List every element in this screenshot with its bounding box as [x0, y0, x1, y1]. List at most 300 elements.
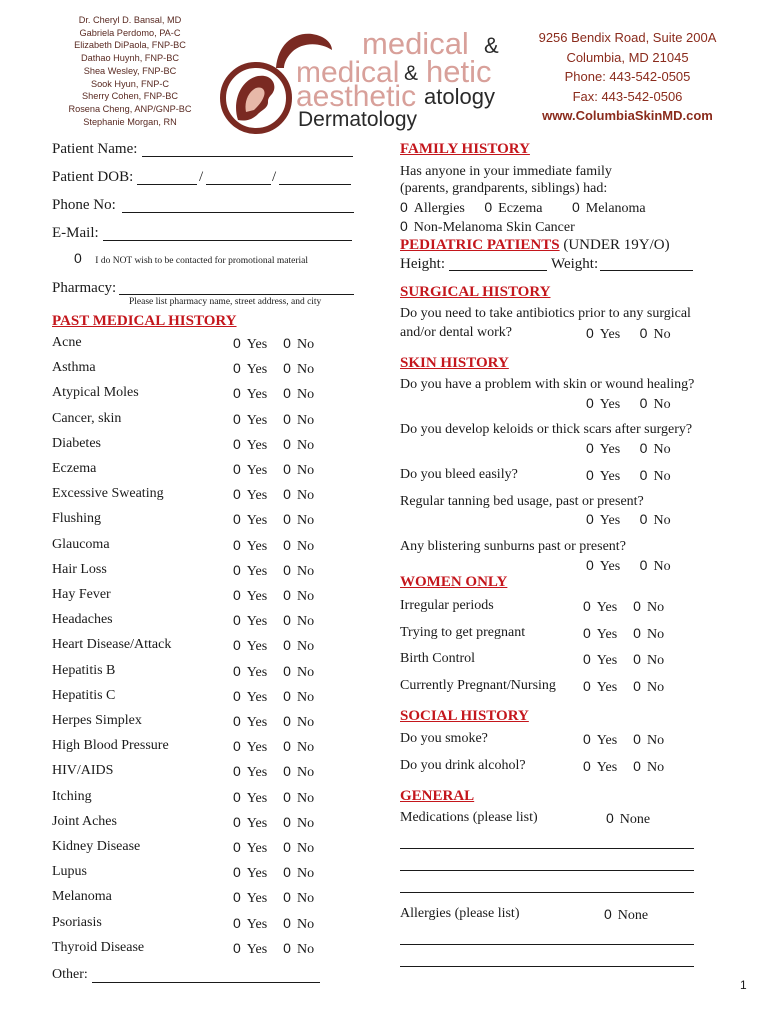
no-label: No: [296, 513, 315, 529]
social-question-yes-no: [583, 731, 664, 749]
condition-label: Glaucoma: [52, 536, 110, 552]
condition-label: Cancer, skin: [52, 410, 122, 426]
logo-word: aesthetic: [296, 80, 417, 113]
no-checkbox[interactable]: 0: [283, 713, 291, 729]
yes-checkbox[interactable]: 0: [586, 557, 594, 573]
logo-ghost-word: hetic: [426, 54, 492, 89]
yes-label: Yes: [246, 841, 268, 856]
medications-none: [606, 810, 650, 828]
option-label: Allergies: [413, 201, 465, 216]
women-question-label: Birth Control: [400, 651, 476, 667]
no-label: No: [296, 664, 315, 680]
yes-label: Yes: [246, 916, 268, 932]
no-label: No: [646, 760, 665, 775]
no-checkbox[interactable]: 0: [283, 435, 291, 452]
condition-label: Hay Fever: [52, 587, 111, 602]
condition-label: Atypical Moles: [52, 385, 139, 401]
condition-label: Thyroid Disease: [52, 939, 145, 955]
skin-history-title: SKIN HISTORY: [400, 355, 509, 371]
yes-label: Yes: [246, 639, 268, 655]
no-checkbox[interactable]: 0: [639, 325, 648, 341]
eczema-checkbox[interactable]: 0: [484, 199, 493, 215]
condition-label: Diabetes: [52, 435, 101, 451]
surgical-yes-no: [586, 325, 671, 343]
condition-yes-no: [233, 915, 314, 933]
yes-checkbox[interactable]: 0: [583, 651, 591, 668]
allergies-label: Allergies (please list): [400, 906, 520, 921]
no-checkbox[interactable]: 0: [633, 731, 641, 747]
yes-label: Yes: [599, 559, 621, 574]
no-label: No: [296, 841, 315, 856]
clinic-fax: Fax: 443-542-0506: [572, 88, 683, 104]
no-checkbox[interactable]: 0: [633, 598, 641, 614]
pharmacy-field[interactable]: [119, 294, 354, 295]
yes-checkbox[interactable]: 0: [583, 678, 591, 695]
condition-label: Acne: [52, 335, 82, 350]
yes-checkbox[interactable]: 0: [233, 914, 241, 931]
condition-label: High Blood Pressure: [52, 738, 169, 754]
other-label: Other:: [52, 967, 88, 982]
no-label: No: [296, 563, 315, 579]
other-field[interactable]: [92, 982, 320, 983]
no-label: No: [296, 891, 315, 907]
condition-yes-no: [233, 587, 314, 605]
yes-label: Yes: [246, 891, 268, 907]
yes-label: Yes: [246, 437, 268, 453]
yes-checkbox[interactable]: 0: [586, 467, 594, 483]
condition-yes-no: [233, 537, 314, 555]
yes-checkbox[interactable]: 0: [586, 511, 594, 527]
condition-yes-no: [233, 360, 314, 378]
family-question: (parents, grandparents, siblings) had:: [400, 181, 608, 196]
no-label: No: [296, 614, 315, 630]
women-question-label: Trying to get pregnant: [400, 624, 526, 640]
no-label: No: [646, 626, 665, 642]
condition-yes-no: [233, 889, 314, 907]
yes-label: Yes: [246, 337, 268, 352]
condition-yes-no: [233, 511, 314, 529]
medications-label: Medications (please list): [400, 810, 538, 825]
pharmacy-hint: Please list pharmacy name, street address, and city: [129, 297, 322, 307]
yes-label: Yes: [599, 327, 621, 342]
no-checkbox[interactable]: 0: [639, 467, 648, 483]
yes-checkbox[interactable]: 0: [233, 536, 241, 553]
option-label: Eczema: [498, 201, 543, 216]
social-question-label: Do you smoke?: [400, 731, 488, 746]
yes-label: Yes: [246, 362, 268, 378]
no-label: No: [296, 589, 315, 604]
condition-yes-no: [233, 612, 314, 630]
surgical-question: and/or dental work?: [400, 325, 512, 340]
no-label: No: [296, 463, 315, 478]
no-checkbox[interactable]: 0: [283, 637, 291, 654]
condition-label: Asthma: [52, 360, 96, 376]
yes-label: Yes: [596, 680, 618, 696]
condition-label: Joint Aches: [52, 813, 117, 829]
no-checkbox[interactable]: 0: [283, 486, 291, 503]
no-checkbox[interactable]: 0: [633, 678, 641, 695]
clinic-website-link[interactable]: www.ColumbiaSkinMD.com: [542, 108, 713, 123]
patient-dob-label: Patient DOB:: [52, 169, 134, 185]
yes-checkbox[interactable]: 0: [233, 839, 241, 855]
staff-name: Stephanie Morgan, RN: [83, 116, 177, 127]
staff-name: Dathao Huynh, FNP-BC: [80, 53, 180, 64]
condition-label: Excessive Sweating: [52, 486, 164, 502]
yes-checkbox[interactable]: 0: [583, 731, 591, 747]
dob-day-field[interactable]: [206, 184, 271, 185]
condition-label: Hepatitis B: [52, 662, 116, 678]
yes-label: Yes: [246, 538, 268, 554]
pediatric-title: PEDIATRIC PATIENTS: [400, 237, 560, 253]
no-label: No: [296, 715, 315, 730]
social-history-title: SOCIAL HISTORY: [400, 708, 529, 724]
yes-checkbox[interactable]: 0: [233, 738, 241, 755]
condition-label: Psoriasis: [52, 914, 102, 930]
yes-label: Yes: [246, 614, 268, 630]
yes-label: Yes: [246, 513, 268, 529]
logo-word: medical: [296, 56, 400, 89]
no-checkbox[interactable]: 0: [283, 763, 291, 780]
general-title: GENERAL: [400, 788, 475, 804]
skin-yes-no: [586, 557, 671, 575]
staff-name: Dr. Cheryl D. Bansal, MD: [78, 15, 182, 25]
yes-checkbox[interactable]: 0: [233, 687, 241, 704]
pharmacy-label: Pharmacy:: [52, 280, 117, 296]
yes-checkbox[interactable]: 0: [233, 889, 241, 906]
yes-checkbox[interactable]: 0: [233, 813, 241, 830]
no-label: No: [646, 733, 665, 748]
logo-ghost-word: medical: [362, 26, 469, 61]
no-checkbox[interactable]: 0: [639, 557, 648, 573]
yes-checkbox[interactable]: 0: [233, 864, 241, 881]
condition-label: HIV/AIDS: [52, 763, 114, 779]
yes-checkbox[interactable]: 0: [233, 713, 241, 729]
yes-checkbox[interactable]: 0: [233, 763, 241, 780]
no-checkbox[interactable]: 0: [633, 624, 641, 641]
no-checkbox[interactable]: 0: [639, 395, 648, 411]
no-checkbox[interactable]: 0: [283, 864, 291, 881]
yes-label: Yes: [599, 397, 621, 412]
women-question-yes-no: [583, 625, 664, 643]
no-checkbox[interactable]: 0: [633, 651, 641, 668]
skin-question: Do you have a problem with skin or wound healing?: [400, 377, 695, 392]
condition-label: Hair Loss: [52, 561, 107, 577]
condition-label: Flushing: [52, 511, 102, 527]
staff-name: Rosena Cheng, ANP/GNP-BC: [68, 103, 192, 114]
height-field[interactable]: [449, 270, 547, 271]
no-label: No: [296, 765, 315, 781]
logo-amp: &: [404, 62, 419, 85]
no-checkbox[interactable]: 0: [283, 738, 291, 755]
pediatric-heading: [400, 237, 670, 254]
condition-yes-no: [233, 864, 314, 882]
no-label: No: [296, 412, 315, 428]
page-number: 1: [740, 978, 747, 992]
staff-name: Sook Hyun, FNP-C: [90, 78, 170, 89]
medications-line[interactable]: [400, 870, 694, 871]
yes-label: Yes: [246, 689, 268, 705]
allergies-line[interactable]: [400, 944, 694, 945]
optout-checkbox[interactable]: 0: [74, 250, 82, 266]
medications-line[interactable]: [400, 892, 694, 893]
clinic-city: Columbia, MD 21045: [566, 49, 689, 65]
condition-yes-no: [233, 763, 314, 781]
no-label: No: [653, 327, 671, 342]
skin-question: Do you bleed easily?: [400, 467, 518, 482]
phone-label: Phone No:: [52, 197, 116, 213]
yes-checkbox[interactable]: 0: [233, 788, 241, 805]
melanoma-checkbox[interactable]: 0: [571, 199, 580, 215]
allergies-checkbox[interactable]: 0: [400, 199, 408, 215]
dob-separator: /: [272, 169, 277, 185]
skin-question: Any blistering sunburns past or present?: [400, 539, 626, 554]
yes-checkbox[interactable]: 0: [233, 435, 241, 452]
condition-yes-no: [233, 663, 314, 681]
phone-field[interactable]: [122, 212, 354, 213]
optout-row: [74, 250, 308, 268]
yes-checkbox[interactable]: 0: [233, 385, 241, 402]
yes-label: Yes: [596, 626, 618, 642]
email-label: E-Mail:: [52, 225, 99, 241]
no-label: No: [296, 866, 315, 882]
logo-word: Dermatology: [298, 108, 418, 131]
condition-yes-no: [233, 335, 314, 353]
yes-label: Yes: [246, 765, 268, 781]
no-label: No: [296, 362, 315, 378]
condition-yes-no: [233, 940, 314, 958]
no-label: No: [653, 559, 671, 574]
yes-label: Yes: [246, 412, 268, 428]
skin-yes-no: [586, 467, 671, 485]
dob-month-field[interactable]: [137, 184, 197, 185]
social-question-yes-no: [583, 758, 664, 776]
family-options-row: [400, 218, 575, 236]
no-checkbox[interactable]: 0: [283, 839, 291, 855]
yes-checkbox[interactable]: 0: [233, 461, 241, 477]
no-label: No: [296, 740, 315, 756]
women-question-label: Irregular periods: [400, 598, 494, 613]
weight-label: Weight:: [551, 256, 599, 272]
no-checkbox[interactable]: 0: [639, 511, 648, 527]
yes-label: Yes: [599, 442, 621, 457]
no-label: No: [653, 513, 671, 528]
dob-year-field[interactable]: [279, 184, 351, 185]
condition-label: Hepatitis C: [52, 687, 116, 703]
no-checkbox[interactable]: 0: [283, 335, 291, 351]
past-medical-history-title: PAST MEDICAL HISTORY: [52, 313, 237, 329]
patient-name-field[interactable]: [142, 156, 353, 157]
condition-label: Herpes Simplex: [52, 713, 142, 728]
condition-yes-no: [233, 688, 314, 706]
yes-label: Yes: [599, 513, 621, 528]
yes-checkbox[interactable]: 0: [233, 939, 241, 956]
face-profile-icon: [218, 62, 294, 134]
clinic-contact: [520, 28, 735, 126]
no-label: No: [653, 442, 671, 457]
condition-label: Kidney Disease: [52, 839, 141, 854]
no-label: No: [296, 387, 315, 403]
option-label: Non-Melanoma Skin Cancer: [413, 220, 575, 235]
non-melanoma-checkbox[interactable]: 0: [400, 218, 408, 234]
no-checkbox[interactable]: 0: [283, 461, 291, 477]
no-checkbox[interactable]: 0: [283, 813, 291, 830]
email-field[interactable]: [103, 240, 352, 241]
yes-checkbox[interactable]: 0: [586, 395, 594, 411]
condition-yes-no: [233, 411, 314, 429]
family-options-row: [400, 199, 646, 217]
family-question: Has anyone in your immediate family: [400, 164, 612, 179]
condition-yes-no: [233, 461, 314, 479]
none-label: None: [619, 812, 651, 827]
no-checkbox[interactable]: 0: [283, 360, 291, 377]
yes-label: Yes: [246, 941, 268, 957]
yes-checkbox[interactable]: 0: [233, 486, 241, 503]
condition-yes-no: [233, 814, 314, 832]
clinic-phone: Phone: 443-542-0505: [564, 69, 691, 84]
condition-yes-no: [233, 738, 314, 756]
condition-label: Itching: [52, 788, 92, 804]
yes-checkbox[interactable]: 0: [233, 561, 241, 578]
yes-checkbox[interactable]: 0: [233, 637, 241, 654]
family-history-title: FAMILY HISTORY: [400, 141, 530, 157]
no-label: No: [296, 538, 315, 554]
no-label: No: [646, 600, 665, 615]
yes-label: Yes: [246, 790, 268, 806]
condition-yes-no: [233, 637, 314, 655]
no-checkbox[interactable]: 0: [283, 687, 291, 704]
no-label: No: [296, 689, 315, 705]
none-checkbox[interactable]: 0: [604, 906, 612, 922]
yes-label: Yes: [246, 740, 268, 756]
no-checkbox[interactable]: 0: [283, 889, 291, 906]
yes-checkbox[interactable]: 0: [233, 612, 241, 629]
clinic-address: 9256 Bendix Road, Suite 200A: [538, 30, 717, 45]
yes-label: Yes: [596, 600, 618, 615]
yes-label: Yes: [246, 387, 268, 403]
no-label: No: [296, 639, 315, 655]
no-label: No: [296, 437, 315, 453]
logo-ghost-amp: &: [484, 33, 499, 58]
no-checkbox[interactable]: 0: [283, 587, 291, 603]
staff-name: Gabriela Perdomo, PA-C: [79, 27, 181, 38]
dob-separator: /: [199, 169, 204, 185]
yes-checkbox[interactable]: 0: [583, 624, 591, 641]
yes-label: Yes: [596, 760, 618, 775]
condition-yes-no: [233, 839, 314, 857]
optout-label: I do NOT wish to be contacted for promotional material: [95, 256, 309, 266]
yes-label: Yes: [246, 715, 268, 730]
no-label: No: [296, 337, 315, 352]
surgical-history-title: SURGICAL HISTORY: [400, 284, 551, 300]
staff-name: Shea Wesley, FNP-BC: [83, 65, 177, 76]
women-question-label: Currently Pregnant/Nursing: [400, 678, 556, 694]
pediatric-suffix: (UNDER 19Y/O): [559, 237, 670, 253]
condition-yes-no: [233, 486, 314, 504]
no-checkbox[interactable]: 0: [283, 536, 291, 553]
condition-label: Heart Disease/Attack: [52, 637, 172, 653]
condition-label: Headaches: [52, 612, 113, 628]
condition-yes-no: [233, 789, 314, 807]
surgical-question: Do you need to take antibiotics prior to any surgical: [400, 306, 691, 321]
yes-label: Yes: [596, 653, 618, 669]
patient-name-label: Patient Name:: [52, 141, 138, 157]
skin-question: Do you develop keloids or thick scars after surgery?: [400, 422, 693, 437]
no-label: No: [296, 488, 315, 504]
no-checkbox[interactable]: 0: [283, 410, 291, 427]
yes-label: Yes: [599, 469, 621, 484]
condition-yes-no: [233, 436, 314, 454]
yes-label: Yes: [596, 733, 618, 748]
no-label: No: [646, 680, 665, 696]
condition-label: Eczema: [52, 461, 97, 476]
no-label: No: [646, 653, 665, 669]
no-checkbox[interactable]: 0: [283, 662, 291, 679]
staff-list: [50, 14, 210, 128]
yes-checkbox[interactable]: 0: [583, 598, 591, 614]
no-label: No: [296, 916, 315, 932]
condition-label: Melanoma: [52, 889, 112, 905]
yes-checkbox[interactable]: 0: [233, 360, 241, 377]
no-checkbox[interactable]: 0: [283, 561, 291, 578]
yes-label: Yes: [246, 589, 268, 604]
none-checkbox[interactable]: 0: [606, 810, 614, 826]
no-label: No: [653, 469, 671, 484]
height-label: Height:: [400, 256, 445, 272]
yes-checkbox[interactable]: 0: [233, 662, 241, 679]
yes-checkbox[interactable]: 0: [233, 587, 241, 603]
none-label: None: [617, 908, 649, 923]
yes-checkbox[interactable]: 0: [583, 758, 591, 774]
condition-label: Lupus: [52, 864, 87, 880]
option-label: Melanoma: [585, 201, 646, 216]
allergies-line[interactable]: [400, 966, 694, 967]
staff-name: Sherry Cohen, FNP-BC: [82, 91, 178, 102]
no-label: No: [296, 941, 315, 957]
condition-yes-no: [233, 385, 314, 403]
yes-label: Yes: [246, 488, 268, 504]
allergies-none: [604, 906, 648, 924]
no-label: No: [296, 815, 315, 831]
skin-question: Regular tanning bed usage, past or present?: [400, 494, 644, 509]
no-checkbox[interactable]: 0: [283, 511, 291, 528]
yes-checkbox[interactable]: 0: [586, 325, 594, 341]
women-question-yes-no: [583, 598, 664, 616]
staff-name: Elizabeth DiPaola, FNP-BC: [74, 40, 186, 51]
yes-label: Yes: [246, 866, 268, 882]
no-checkbox[interactable]: 0: [639, 440, 648, 456]
logo-ghost-word: atology: [424, 84, 495, 109]
no-checkbox[interactable]: 0: [283, 385, 291, 402]
yes-label: Yes: [246, 664, 268, 680]
skin-yes-no: [586, 440, 671, 458]
yes-checkbox[interactable]: 0: [233, 511, 241, 528]
no-checkbox[interactable]: 0: [283, 788, 291, 805]
social-question-label: Do you drink alcohol?: [400, 758, 526, 773]
yes-checkbox[interactable]: 0: [233, 335, 241, 351]
no-checkbox[interactable]: 0: [283, 939, 291, 956]
no-checkbox[interactable]: 0: [283, 612, 291, 629]
medications-line[interactable]: [400, 848, 694, 849]
yes-label: Yes: [246, 815, 268, 831]
yes-checkbox[interactable]: 0: [586, 440, 594, 456]
no-checkbox[interactable]: 0: [283, 914, 291, 931]
no-label: No: [653, 397, 671, 412]
women-question-yes-no: [583, 678, 664, 696]
no-checkbox[interactable]: 0: [633, 758, 641, 774]
women-question-yes-no: [583, 651, 664, 669]
weight-field[interactable]: [600, 270, 693, 271]
yes-checkbox[interactable]: 0: [233, 410, 241, 427]
